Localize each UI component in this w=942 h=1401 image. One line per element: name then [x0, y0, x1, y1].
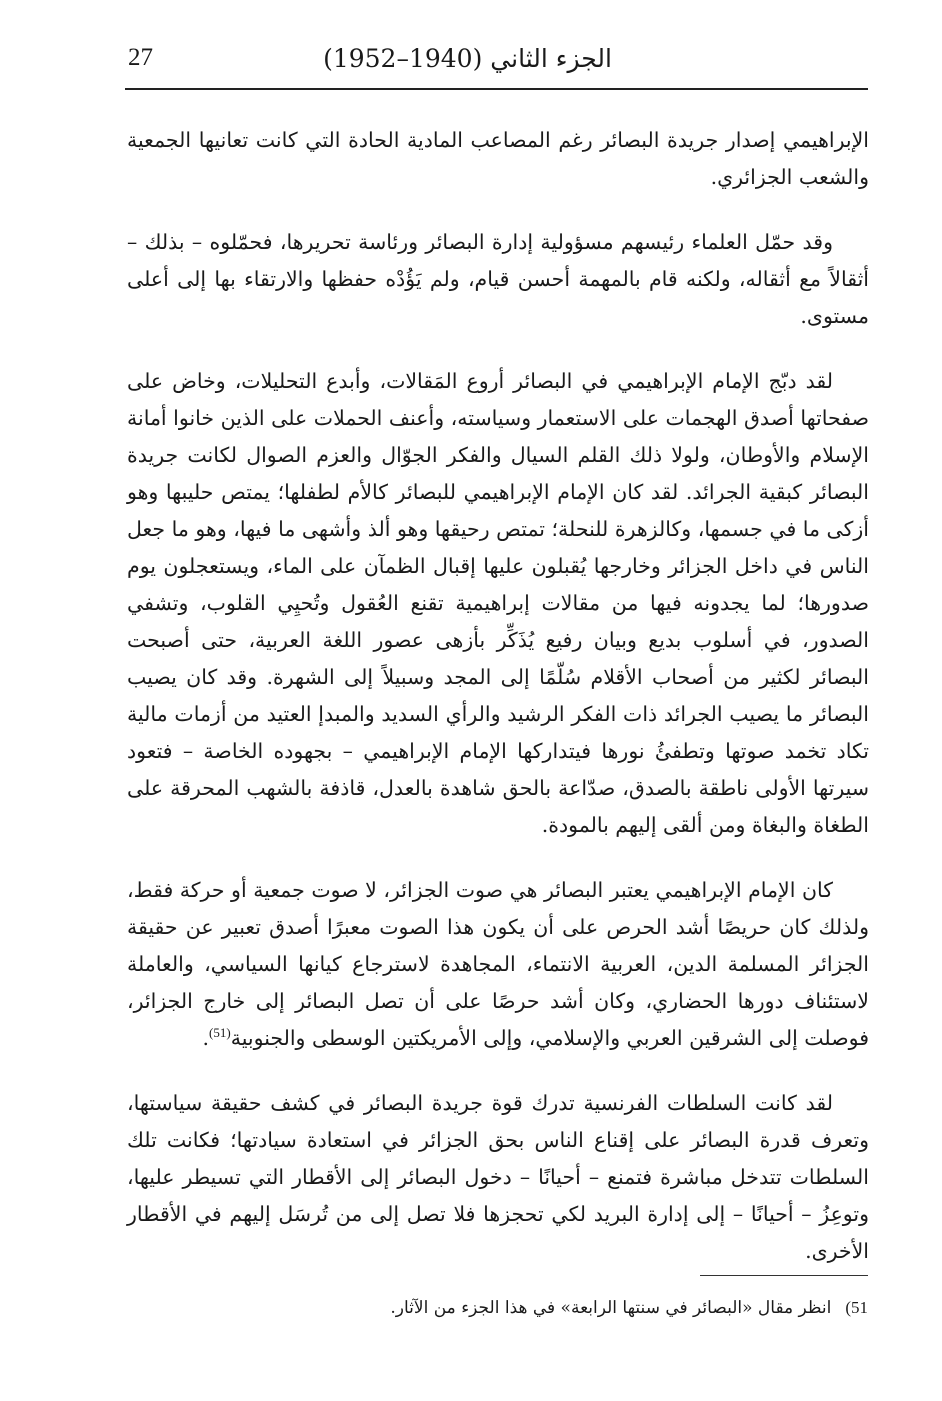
paragraph-4-text: كان الإمام الإبراهيمي يعتبر البصائر هي صوت الجزائر، لا صوت جمعية أو حركة فقط، ولذلك كان حريصًا أشد الحرص على أن يكون هذا الصوت معبرًا أصدق تعبير عن حقيقة الجزائر المسلمة الدين، العربية الانتماء، المجاهدة لاسترجاع كيانها السياسي، والعاملة لاستئناف دورها الحضاري، وكان أشد حرصًا على أن تصل البصائر إلى خارج الجزائر، فوصلت إلى الشرقين العربي والإسلامي، وإلى الأمريكتين الوسطى والجنوبية: [127, 878, 869, 1050]
paragraph-5: لقد كانت السلطات الفرنسية تدرك قوة جريدة البصائر في كشف حقيقة سياستها، وتعرف قدرة البصائر على إقناع الناس بحق الجزائر في استعادة سيادتها؛ فكانت تلك السلطات تتدخل مباشرة فتمنع – أحيانًا – دخول البصائر إلى الأقطار التي تسيطر عليها، وتوعِزُ – أحيانًا – إلى إدارة البريد لكي تحجزها فلا تصل إلى من تُرسَل إليهم في الأقطار الأخرى.: [127, 1091, 869, 1263]
footnote-reference-51: (51): [209, 1025, 231, 1041]
footnote-51: [128, 1294, 868, 1322]
paragraph-3: لقد دبّج الإمام الإبراهيمي في البصائر أروع المَقالات، وأبدع التحليلات، وخاض على صفحاتها أصدق الهجمات على الاستعمار وسياسته، وأعنف الحملات على الذين خانوا أمانة الإسلام والأوطان، ولولا ذلك القلم السيال والفكر الجوّال والعزم الصوال لكانت جريدة البصائر كبقية الجرائد. لقد كان الإمام الإبراهيمي للبصائر كالأم لطفلها؛ يمتص حليبها وهو أزكى ما في جسمها، وكالزهرة للنحلة؛ تمتص رحيقها وهو ألذ وأشهى ما فيها، وهو ما جعل الناس في داخل الجزائر وخارجها يُقبلون عليها إقبال الظمآن على الماء، ويستعجلون يوم صدورها؛ لما يجدونه فيها من مقالات إبراهيمية تقنع العُقول وتُحيِي القلوب، وتشفي الصدور، في أسلوب بديع وبيان رفيع يُذَكِّر بأزهى عصور اللغة العربية، حتى أصبحت البصائر لكثير من أصحاب الأقلام سُلّمًا إلى المجد وسبيلاً إلى الشهرة. وقد كان يصيب البصائر ما يصيب الجرائد ذات الفكر الرشيد والرأي السديد والمبدإ العتيد من أزمات مالية تكاد تخمد صوتها وتطفئُ نورها فيتداركها الإمام الإبراهيمي – بجهوده الخاصة – فتعود سيرتها الأولى ناطقة بالصدق، صدّاعة بالحق شاهدة بالعدل، قاذفة بالشهب المحرقة على الطغاة والبغاة ومن ألقى إليهم بالمودة.: [127, 369, 869, 837]
paragraph-4: [127, 872, 869, 1057]
paragraph-1: الإبراهيمي إصدار جريدة البصائر رغم المصاعب المادية الحادة التي كانت تعانيها الجمعية والشعب الجزائري.: [127, 128, 869, 189]
running-header-title: الجزء الثاني (1940–1952): [323, 44, 612, 73]
page-number: 27: [128, 44, 153, 71]
main-body-text: [127, 122, 869, 1298]
header-divider: [125, 88, 868, 90]
footnote-text: انظر مقال «البصائر في سنتها الرابعة» في هذا الجزء من الآثار.: [390, 1298, 832, 1318]
paragraph-2: وقد حمّل العلماء رئيسهم مسؤولية إدارة البصائر ورئاسة تحريرها، فحمّلوه – بذلك – أثقالاً مع أثقاله، ولكنه قام بالمهمة أحسن قيام، ولم يَؤُدْه حفظها والارتقاء بها إلى أعلى مستوى.: [127, 230, 869, 328]
footnote-divider: [700, 1275, 868, 1276]
footnote-number: 51): [845, 1298, 868, 1317]
paragraph-4-end: .: [202, 1026, 210, 1050]
